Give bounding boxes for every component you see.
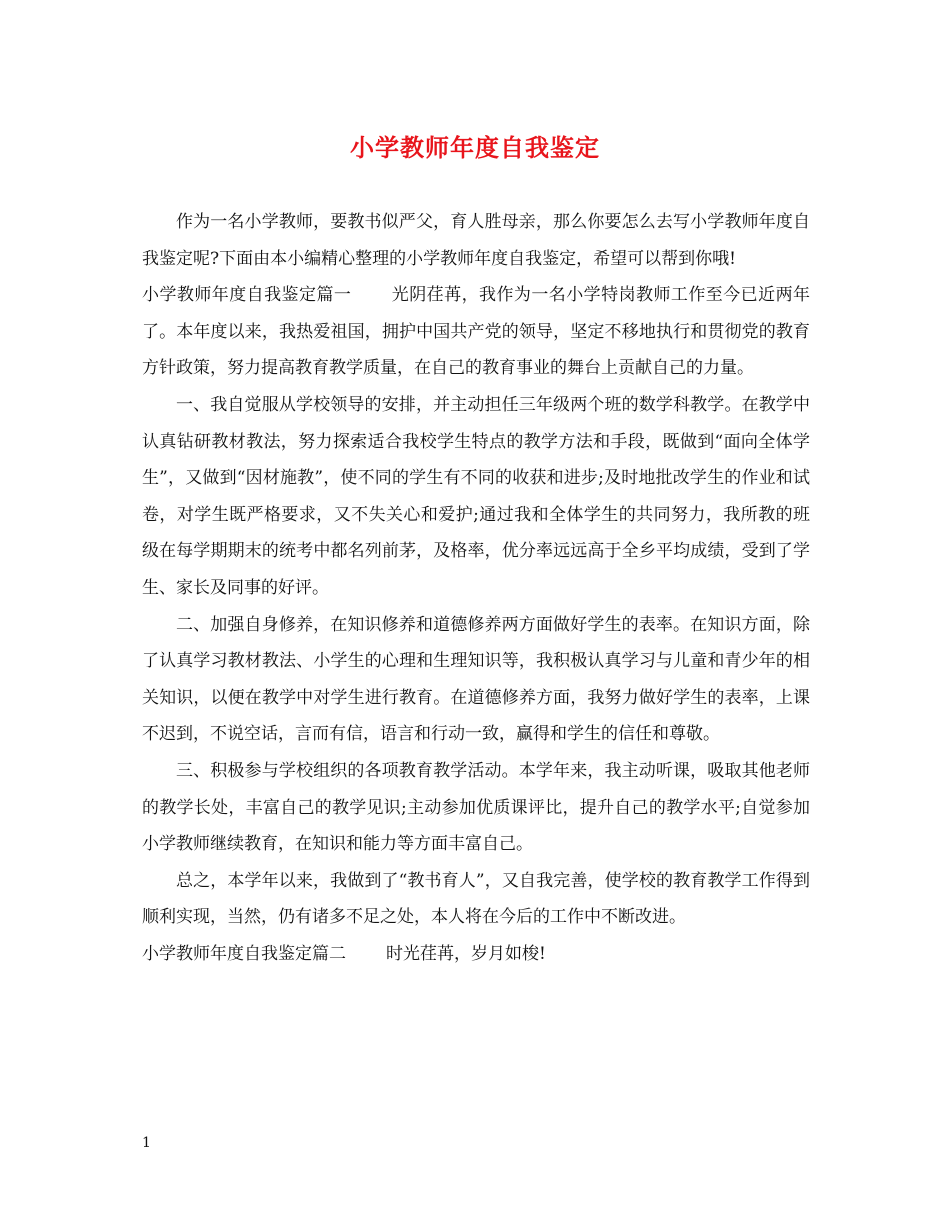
- section-one-heading: 小学教师年度自我鉴定篇一: [142, 285, 352, 306]
- body-paragraph-3: 三、积极参与学校组织的各项教育教学活动。本学年来，我主动听课，吸取其他老师的教学长处，丰富自己的教学见识;主动参加优质课评比，提升自己的教学水平;自觉参加小学教师继续教育，在知识和能力等方面丰富自己。: [142, 760, 810, 855]
- section-one-paragraph: [142, 277, 810, 387]
- section-two-paragraph: [142, 936, 810, 973]
- body-paragraph-2: 二、加强自身修养，在知识修养和道德修养两方面做好学生的表率。在知识方面，除了认真学习教材教法、小学生的心理和生理知识等，我积极认真学习与儿童和青少年的相关知识，以便在教学中对学生进行教育。在道德修养方面，我努力做好学生的表率，上课不迟到，不说空话，言而有信，语言和行动一致，赢得和学生的信任和尊敬。: [142, 614, 810, 745]
- page-number: 1: [142, 1135, 151, 1151]
- body-paragraph-4: 总之，本学年以来，我做到了“教书育人”，又自我完善，使学校的教育教学工作得到顺利实现，当然，仍有诸多不足之处，本人将在今后的工作中不断改进。: [142, 870, 810, 928]
- section-two-heading: 小学教师年度自我鉴定篇二: [142, 943, 346, 964]
- section-one-text: 光阴荏苒，我作为一名小学特岗教师工作至今已近两年了。本年度以来，我热爱祖国，拥护中国共产党的领导，坚定不移地执行和贯彻党的教育方针政策，努力提高教育教学质量，在自己的教育事业的舞台上贡献自己的力量。: [142, 285, 811, 379]
- document-title: 小学教师年度自我鉴定: [350, 133, 600, 162]
- body-paragraph-1: 一、我自觉服从学校领导的安排，并主动担任三年级两个班的数学科教学。在教学中认真钻研教材教法，努力探索适合我校学生特点的教学方法和手段，既做到“面向全体学生”，又做到“因材施教”，使不同的学生有不同的收获和进步;及时地批改学生的作业和试卷，对学生既严格要求，又不失关心和爱护;通过我和全体学生的共同努力，我所教的班级在每学期期末的统考中都名列前茅，及格率，优分率远远高于全乡平均成绩，受到了学生、家长及同事的好评。: [142, 394, 810, 598]
- intro-paragraph: 作为一名小学教师，要教书似严父，育人胜母亲，那么你要怎么去写小学教师年度自我鉴定呢?下面由本小编精心整理的小学教师年度自我鉴定，希望可以帮到你哦!: [142, 212, 810, 269]
- document-body: [142, 204, 810, 972]
- section-two-text: 时光荏苒，岁月如梭!: [386, 943, 546, 964]
